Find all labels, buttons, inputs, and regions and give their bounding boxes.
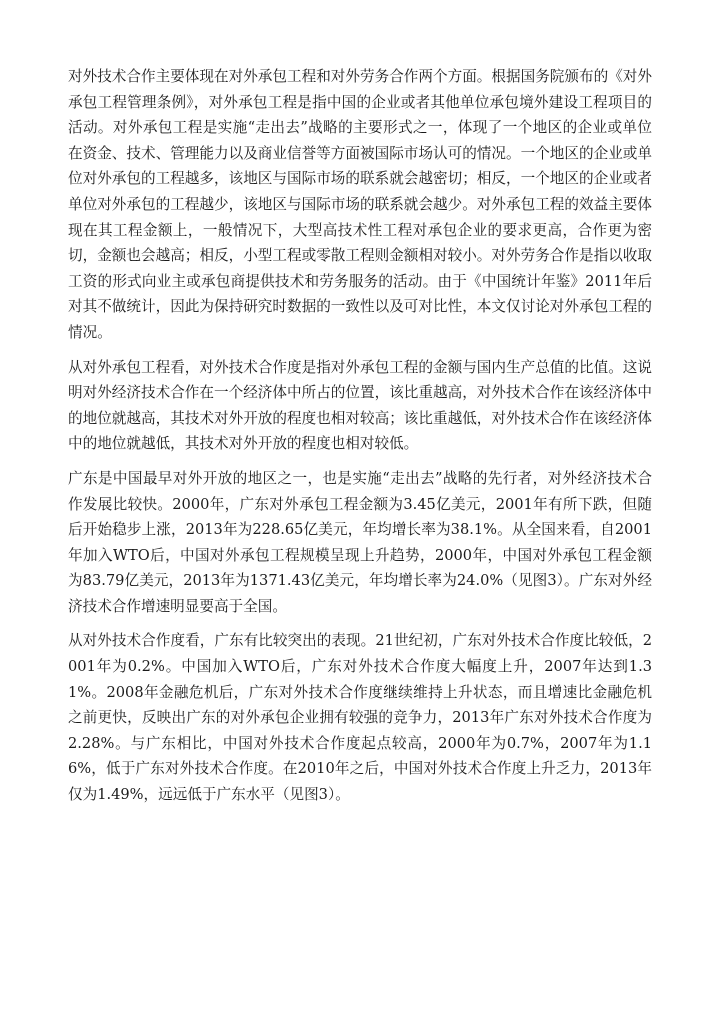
- document-body: [68, 64, 652, 817]
- paragraph-cooperation-degree: 从对外技术合作度看，广东有比较突出的表现。21世纪初，广东对外技术合作度比较低，2001年为0.2%。中国加入WTO后，广东对外技术合作度大幅度上升，2007年达到1.31%。2008年金融危机后，广东对外技术合作度继续维持上升状态，而且增速比金融危机之前更快，反映出广东的对外承包企业拥有较强的竞争力，2013年广东对外技术合作度为2.28%。与广东相比，中国对外技术合作度起点较高，2000年为0.7%，2007年为1.16%，低于广东对外技术合作度。在2010年之后，中国对外技术合作度上升乏力，2013年仅为1.49%，远远低于广东水平（见图3）。: [68, 632, 652, 804]
- paragraph-guangdong-growth: 广东是中国最早对外开放的地区之一，也是实施“走出去”战略的先行者，对外经济技术合作发展比较快。2000年，广东对外承包工程金额为3.45亿美元，2001年有所下跌，但随后开始稳步上涨，2013年为228.65亿美元，年均增长率为38.1%。从全国来看，自2001年加入WTO后，中国对外承包工程规模呈现上升趋势，2000年，中国对外承包工程金额为83.79亿美元，2013年为1371.43亿美元，年均增长率为24.0%（见图3）。广东对外经济技术合作增速明显要高于全国。: [68, 469, 652, 615]
- paragraph-definition: 从对外承包工程看，对外技术合作度是指对外承包工程的金额与国内生产总值的比值。这说明对外经济技术合作在一个经济体中所占的位置，该比重越高，对外技术合作在该经济体中的地位就越高，其技术对外开放的程度也相对较高；该比重越低，对外技术合作在该经济体中的地位就越低，其技术对外开放的程度也相对较低。: [68, 358, 652, 453]
- paragraph-overview: 对外技术合作主要体现在对外承包工程和对外劳务合作两个方面。根据国务院颁布的《对外承包工程管理条例》，对外承包工程是指中国的企业或者其他单位承包境外建设工程项目的活动。对外承包工程是实施“走出去”战略的主要形式之一，体现了一个地区的企业或单位在资金、技术、管理能力以及商业信誉等方面被国际市场认可的情况。一个地区的企业或单位对外承包的工程越多，该地区与国际市场的联系就会越密切；相反，一个地区的企业或者单位对外承包的工程越少，该地区与国际市场的联系就会越少。对外承包工程的效益主要体现在其工程金额上，一般情况下，大型高技术性工程对承包企业的要求更高，合作更为密切，金额也会越高；相反，小型工程或零散工程则金额相对较小。对外劳务合作是指以收取工资的形式向业主或承包商提供技术和劳务服务的活动。由于《中国统计年鉴》2011年后对其不做统计，因此为保持研究时数据的一致性以及可对比性，本文仅讨论对外承包工程的情况。: [68, 68, 652, 341]
